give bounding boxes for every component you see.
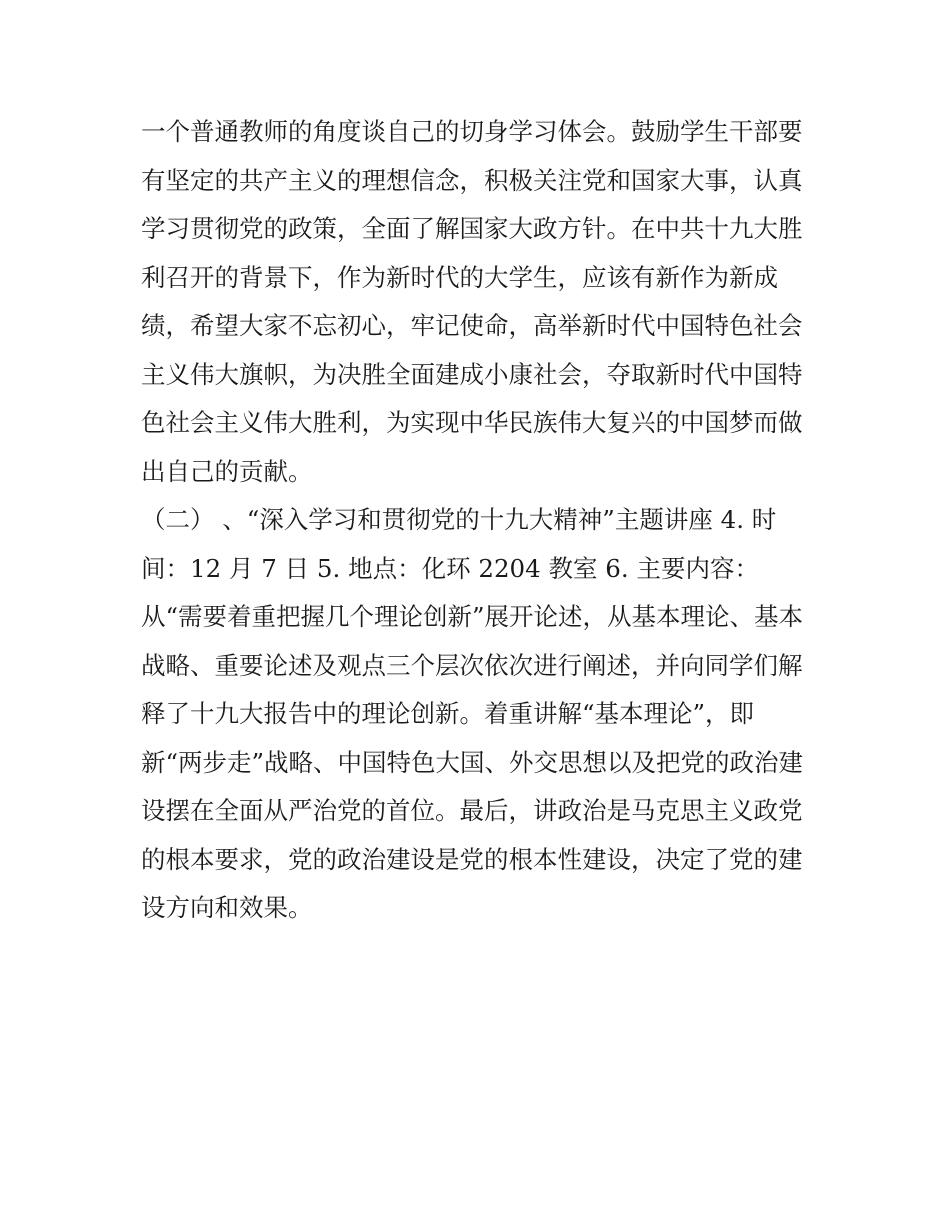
- text-line: 间：12 月 7 日 5. 地点：化环 2204 教室 6. 主要内容：: [141, 553, 759, 583]
- text-line: 设方向和效果。: [141, 893, 313, 922]
- text-line: 绩，希望大家不忘初心，牢记使命，高举新时代中国特色社会: [141, 311, 803, 340]
- body-text: [141, 108, 821, 933]
- text-line: 新“两步走”战略、中国特色大国、外交思想以及把党的政治建: [141, 747, 804, 777]
- text-line: 从“需要着重把握几个理论创新”展开论述，从基本理论、基本: [141, 602, 804, 631]
- text-line: 有坚定的共产主义的理想信念，积极关注党和国家大事，认真: [141, 165, 803, 195]
- text-line: 利召开的背景下，作为新时代的大学生，应该有新作为新成: [141, 262, 778, 292]
- text-line: 设摆在全面从严治党的首位。最后，讲政治是马克思主义政党: [141, 796, 803, 825]
- text-line: 主义伟大旗帜，为决胜全面建成小康社会，夺取新时代中国特: [141, 359, 803, 389]
- text-line: 战略、重要论述及观点三个层次依次进行阐述，并向同学们解: [141, 650, 803, 680]
- section-heading-line: （二） 、“深入学习和贯彻党的十九大精神”主题讲座 4. 时: [141, 505, 777, 534]
- text-line: 学习贯彻党的政策，全面了解国家大政方针。在中共十九大胜: [141, 214, 803, 243]
- text-line: 一个普通教师的角度谈自己的切身学习体会。鼓励学生干部要: [141, 117, 803, 146]
- text-line: 色社会主义伟大胜利，为实现中华民族伟大复兴的中国梦而做: [141, 408, 803, 437]
- text-line: 出自己的贡献。: [141, 456, 313, 486]
- text-line: 释了十九大报告中的理论创新。着重讲解“基本理论”，即: [141, 699, 755, 728]
- text-line: 的根本要求，党的政治建设是党的根本性建设，决定了党的建: [141, 844, 803, 874]
